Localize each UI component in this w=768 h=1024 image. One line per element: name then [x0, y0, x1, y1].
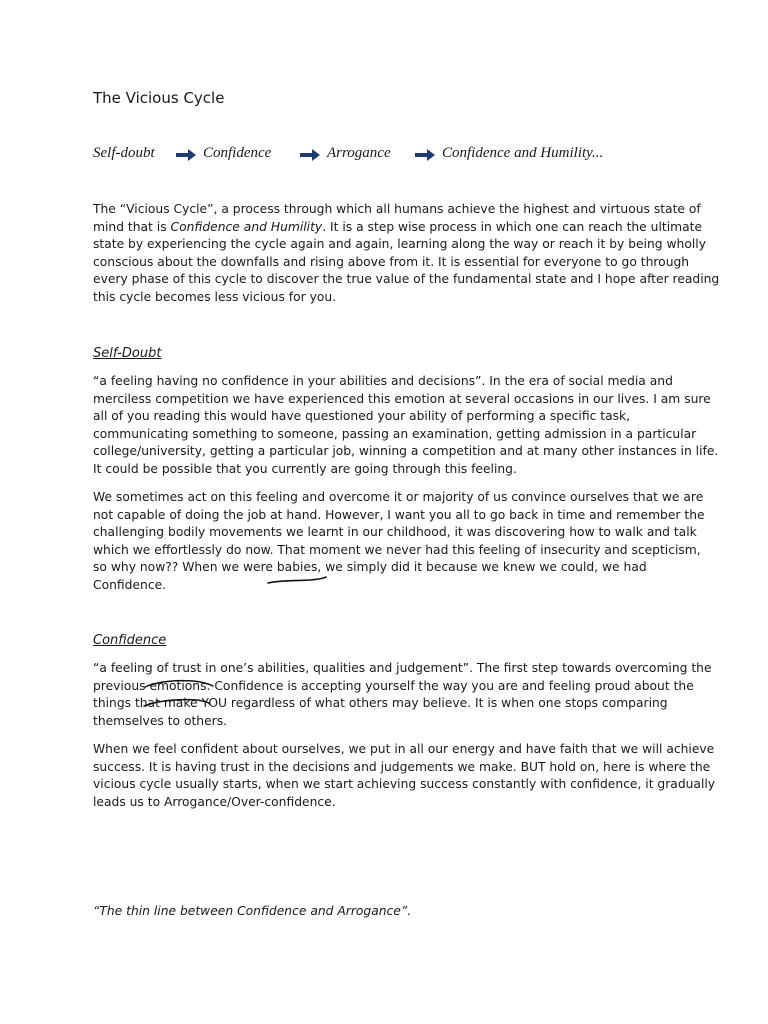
intro-paragraph [93, 201, 720, 307]
text-line: We sometimes act on this feeling and overcome it or majority of us convince ourselves that we are [93, 490, 704, 504]
text-line: The “Vicious Cycle”, a process through which all humans achieve the highest and virtuous state of [93, 202, 701, 216]
text-line: “a feeling having no confidence in your abilities and decisions”. In the era of social media and [93, 374, 673, 388]
cycle-step-arrogance: Arrogance [327, 145, 391, 161]
text-run: mind that is [93, 219, 171, 234]
text-line: success. It is having trust in the decisions and judgements we make. BUT hold on, here is where the [93, 759, 711, 774]
cycle-step-confidence: Confidence [203, 145, 272, 161]
text-line: “a feeling of trust in one’s abilities, qualities and judgement”. The first step towards overcoming the [93, 661, 712, 675]
text-line: college/university, getting a particular job, winning a competition and at many other instances in life. [93, 444, 719, 459]
text-run: . It is a step wise process in which one can reach the ultimate [322, 219, 703, 234]
self-doubt-paragraph-1 [93, 373, 719, 479]
text-line: Confidence. [93, 577, 167, 592]
cycle-step-confidence-and-humility: Confidence and Humility... [442, 145, 604, 161]
text-line: conscious about the downfalls and rising above from it. It is essential for everyone to go through [93, 254, 690, 269]
text-line: challenging bodily movements we learnt in our childhood, it was discovering how to walk and talk [93, 525, 697, 540]
confidence-paragraph-1 [93, 660, 712, 730]
text-line: which we effortlessly do now. That moment we never had this feeling of insecurity and scepticism, [93, 542, 701, 557]
right-arrow-icon [415, 149, 435, 161]
handwritten-overline [143, 678, 215, 690]
text-line: previous emotions. Confidence is accepting yourself the way you are and feeling proud about the [93, 678, 694, 693]
self-doubt-paragraph-2 [93, 489, 705, 595]
text-line: communicating something to someone, passing an examination, getting admission in a particular [93, 426, 697, 441]
text-line: every phase of this cycle to discover the true value of the fundamental state and I hope after reading [93, 272, 720, 287]
text-line: so why now?? When we were babies, we simply did it because we knew we could, we had [93, 560, 647, 575]
text-line: It could be possible that you currently are going through this feeling. [93, 461, 517, 476]
section-heading-self-doubt: Self-Doubt [93, 346, 162, 361]
confidence-paragraph-2 [93, 741, 716, 811]
text-line: all of you reading this would have questioned your ability of performing a specific task, [93, 409, 631, 424]
text-line: themselves to others. [93, 713, 228, 728]
handwritten-underline [266, 574, 328, 586]
text-line: not capable of doing the job at hand. However, I want you all to go back in time and remember the [93, 507, 705, 522]
section-heading-confidence: Confidence [93, 633, 167, 648]
document-title: The Vicious Cycle [93, 89, 225, 107]
handwritten-overline [142, 697, 212, 709]
text-line: this cycle becomes less vicious for you. [93, 289, 337, 304]
cycle-step-self-doubt: Self-doubt [93, 145, 155, 161]
italic-term: Confidence and Humility [170, 219, 323, 234]
text-line: When we feel confident about ourselves, we put in all our energy and have faith that we will achieve [93, 742, 715, 756]
closing-quote: “The thin line between Confidence and Arrogance”. [93, 904, 412, 918]
text-line: vicious cycle usually starts, when we start achieving success constantly with confidence, it gradually [93, 777, 716, 792]
text-line: merciless competition we have experienced this emotion at several occasions in our lives. I am sure [93, 391, 711, 406]
text-line: leads us to Arrogance/Over-confidence. [93, 794, 336, 809]
cycle-diagram [93, 145, 693, 167]
text-line: things that make YOU regardless of what others may believe. It is when one stops comparing [93, 696, 668, 711]
text-line [93, 219, 703, 237]
text-line: state by experiencing the cycle again and again, learning along the way or reach it by being wholly [93, 237, 706, 252]
right-arrow-icon [300, 149, 320, 161]
right-arrow-icon [176, 149, 196, 161]
